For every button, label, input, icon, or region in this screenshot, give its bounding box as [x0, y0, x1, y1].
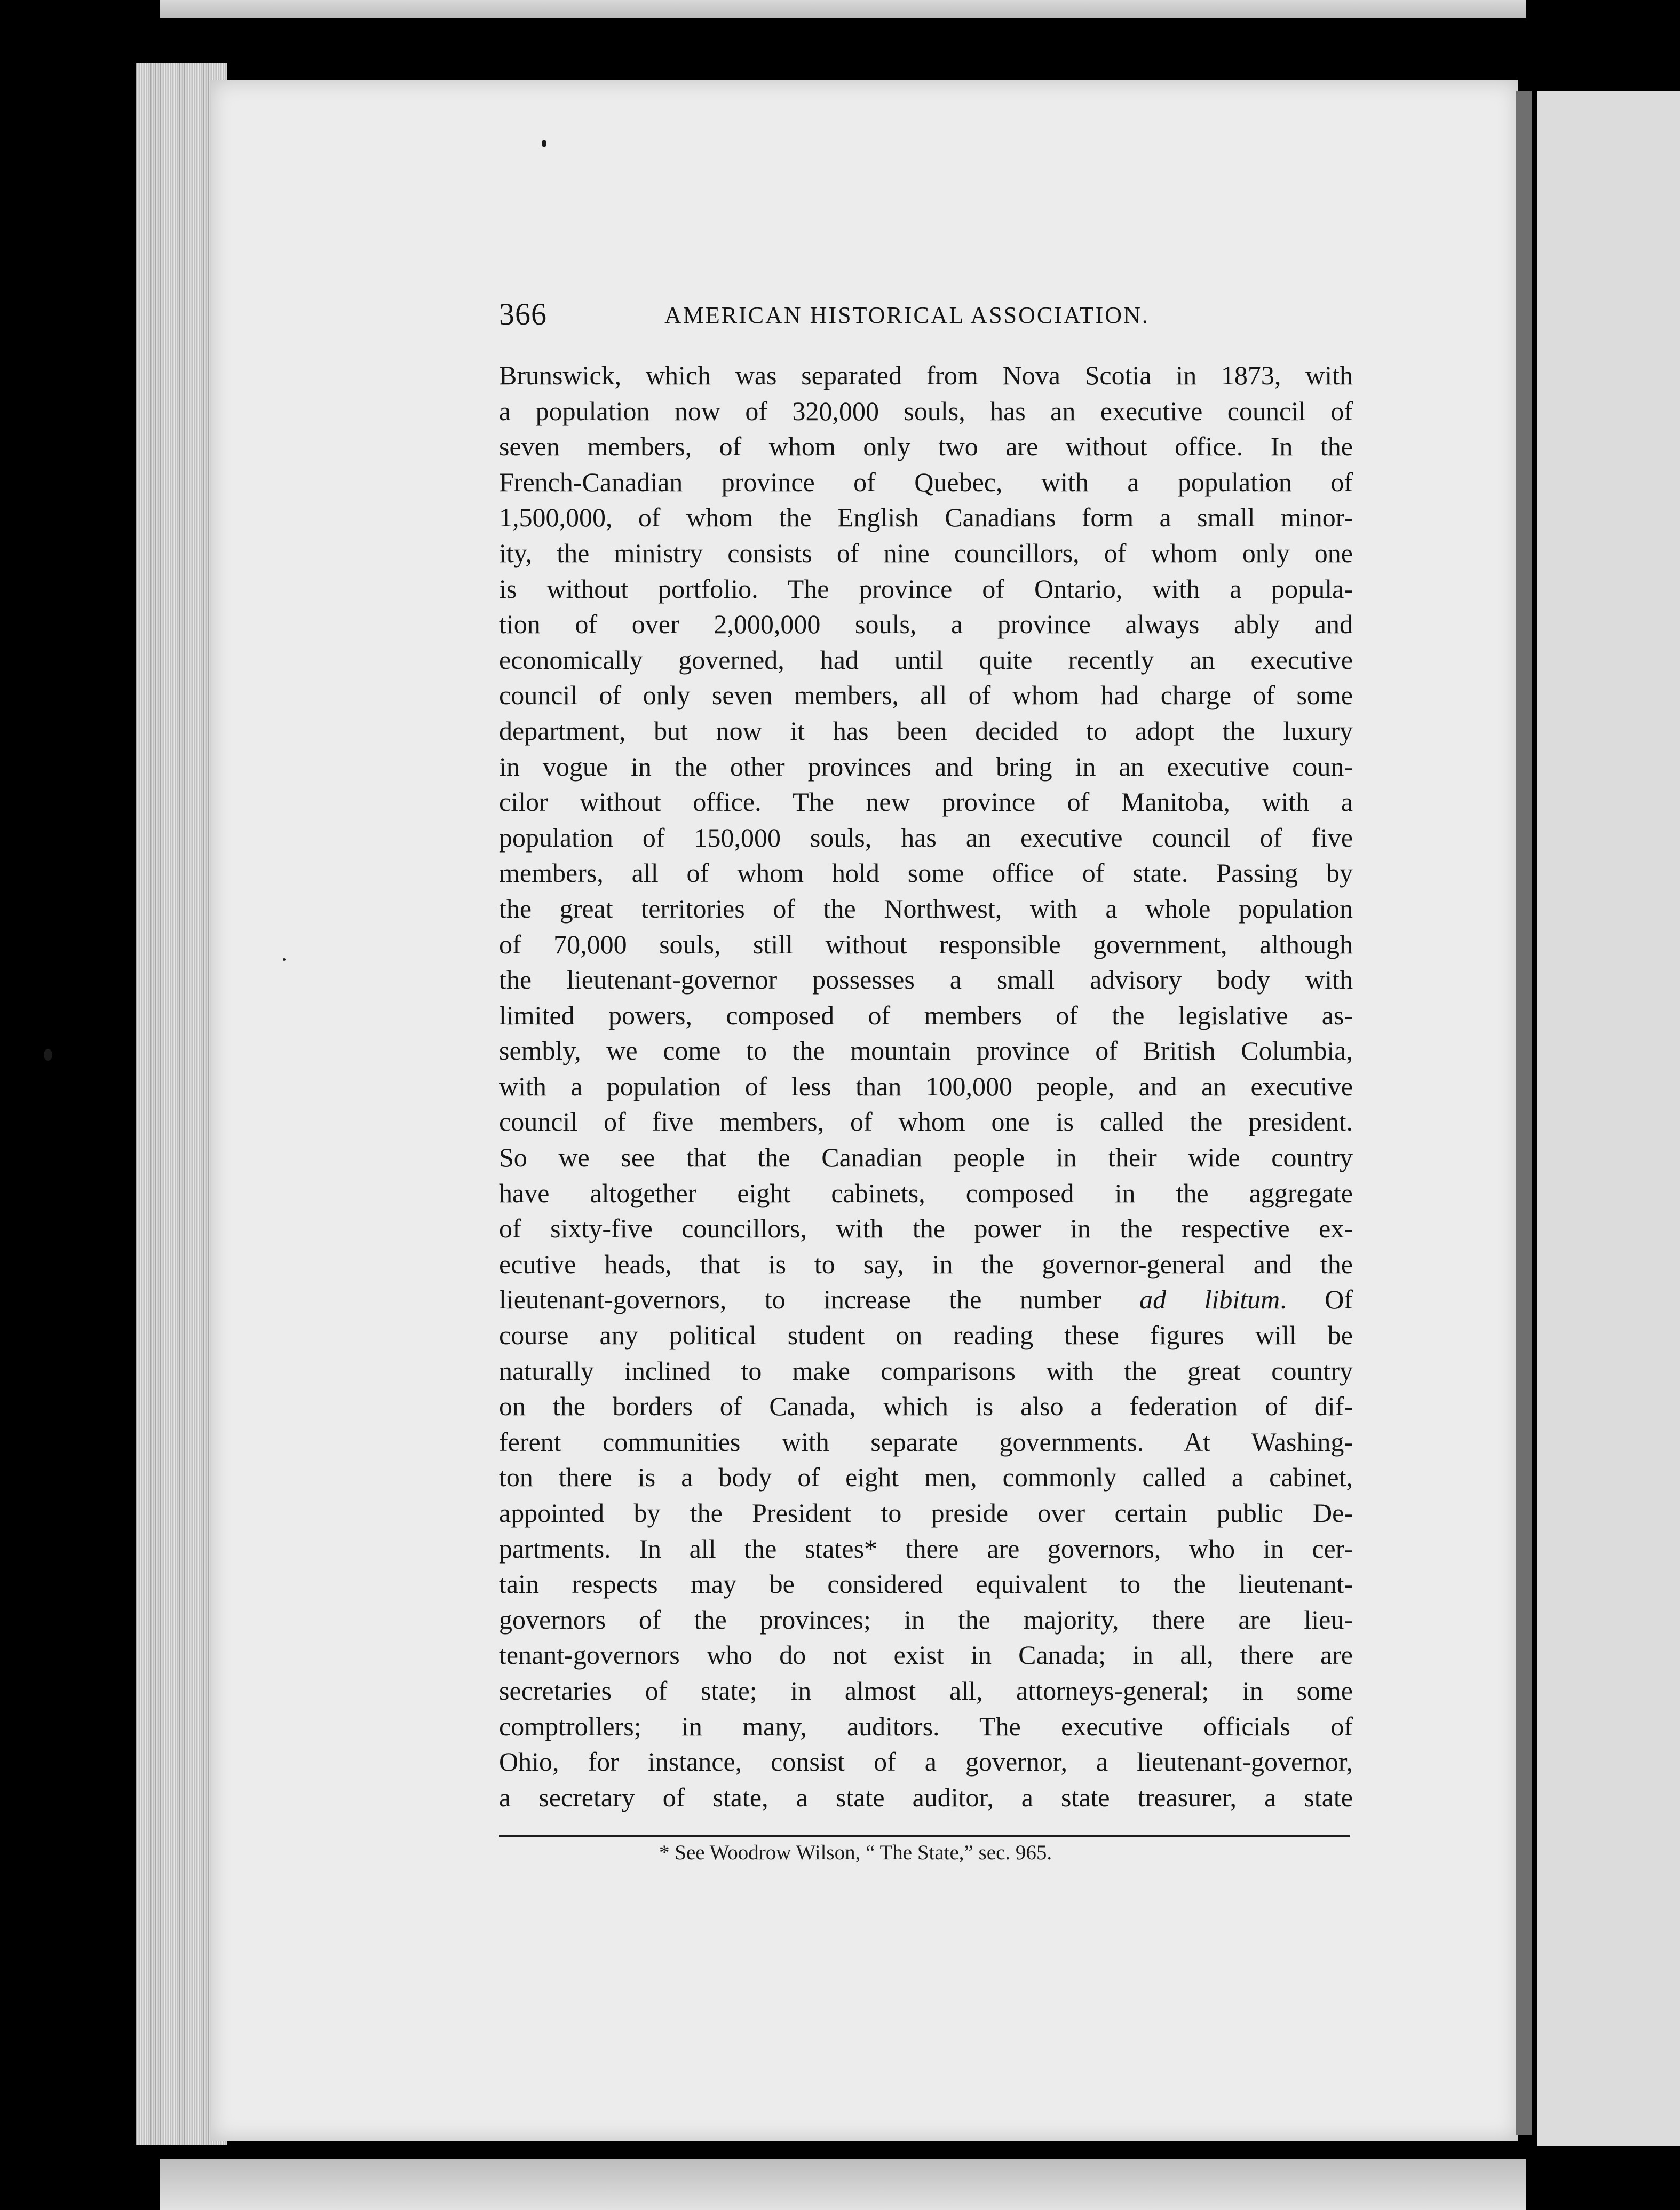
text-line: sembly, we come to the mountain province of British Columbia, — [499, 1036, 1353, 1066]
text-line: tion of over 2,000,000 souls, a province always ably and — [499, 609, 1353, 640]
text-line: ecutive heads, that is to say, in the governor-general and the — [499, 1249, 1353, 1279]
text-line: lieutenant-governors, to increase the number ad libitum. Of — [499, 1284, 1353, 1315]
text-line: secretaries of state; in almost all, attorneys-general; in some — [499, 1675, 1353, 1706]
footnote: * See Woodrow Wilson, “ The State,” sec. 965. — [659, 1841, 1052, 1864]
text-line: comptrollers; in many, auditors. The executive officials of — [499, 1711, 1353, 1741]
text-line: limited powers, composed of members of the legislative as- — [499, 1000, 1353, 1030]
facing-page-edge — [1537, 91, 1680, 2146]
text-line: a population now of 320,000 souls, has an executive council of — [499, 396, 1353, 426]
text-line: department, but now it has been decided to adopt the luxury — [499, 715, 1353, 746]
adjacent-page-bottom-edge — [160, 2159, 1526, 2210]
text-line: governors of the provinces; in the majority, there are lieu- — [499, 1604, 1353, 1635]
text-line: appointed by the President to preside over certain public De- — [499, 1498, 1353, 1528]
text-line: of sixty-five councillors, with the power in the respective ex- — [499, 1213, 1353, 1244]
text-line: the great territories of the Northwest, with a whole population — [499, 893, 1353, 924]
text-line: tenant-governors who do not exist in Canada; in all, there are — [499, 1640, 1353, 1670]
text-line: seven members, of whom only two are without office. In the — [499, 431, 1353, 462]
text-line: in vogue in the other provinces and bring in an executive coun- — [499, 751, 1353, 782]
text-line: French-Canadian province of Quebec, with a population of — [499, 467, 1353, 497]
text-line: economically governed, had until quite recently an executive — [499, 644, 1353, 675]
text-line: Brunswick, which was separated from Nova Scotia in 1873, with — [499, 360, 1353, 390]
page-number: 366 — [499, 297, 547, 332]
adjacent-page-top-edge — [160, 0, 1526, 18]
text-line: council of only seven members, all of whom had charge of some — [499, 680, 1353, 711]
text-line: population of 150,000 souls, has an executive council of five — [499, 822, 1353, 853]
text-line: tain respects may be considered equivalent to the lieutenant- — [499, 1569, 1353, 1599]
text-line: So we see that the Canadian people in their wide country — [499, 1142, 1353, 1173]
page-header — [499, 296, 1321, 339]
text-line: have altogether eight cabinets, composed in the aggregate — [499, 1178, 1353, 1208]
text-line: ton there is a body of eight men, commonly called a cabinet, — [499, 1462, 1353, 1493]
body-text — [499, 358, 1353, 1815]
text-line: cilor without office. The new province of Manitoba, with a — [499, 787, 1353, 817]
print-speck — [44, 1049, 52, 1061]
footnote-rule — [499, 1835, 1350, 1837]
running-head: AMERICAN HISTORICAL ASSOCIATION. — [664, 302, 1150, 328]
text-line: a secretary of state, a state auditor, a state treasurer, a state — [499, 1782, 1353, 1812]
print-speck — [283, 958, 286, 961]
text-line: the lieutenant-governor possesses a small advisory body with — [499, 965, 1353, 995]
text-line: council of five members, of whom one is called the president. — [499, 1107, 1353, 1137]
gutter-shadow — [1516, 91, 1532, 2135]
text-line: naturally inclined to make comparisons with the great country — [499, 1355, 1353, 1386]
text-line: on the borders of Canada, which is also a federation of dif- — [499, 1391, 1353, 1422]
text-line: is without portfolio. The province of Ontario, with a popula- — [499, 573, 1353, 604]
text-line: members, all of whom hold some office of state. Passing by — [499, 858, 1353, 888]
text-line: ferent communities with separate governments. At Washing- — [499, 1426, 1353, 1457]
text-line: 1,500,000, of whom the English Canadians form a small minor- — [499, 502, 1353, 533]
text-line: Ohio, for instance, consist of a governor, a lieutenant-governor, — [499, 1747, 1353, 1777]
text-line: course any political student on reading these figures will be — [499, 1320, 1353, 1351]
text-line: of 70,000 souls, still without responsible government, although — [499, 929, 1353, 959]
text-line: ity, the ministry consists of nine councillors, of whom only one — [499, 538, 1353, 568]
print-speck — [542, 140, 546, 147]
text-line: with a population of less than 100,000 people, and an executive — [499, 1071, 1353, 1101]
text-line: partments. In all the states* there are governors, who in cer- — [499, 1533, 1353, 1564]
